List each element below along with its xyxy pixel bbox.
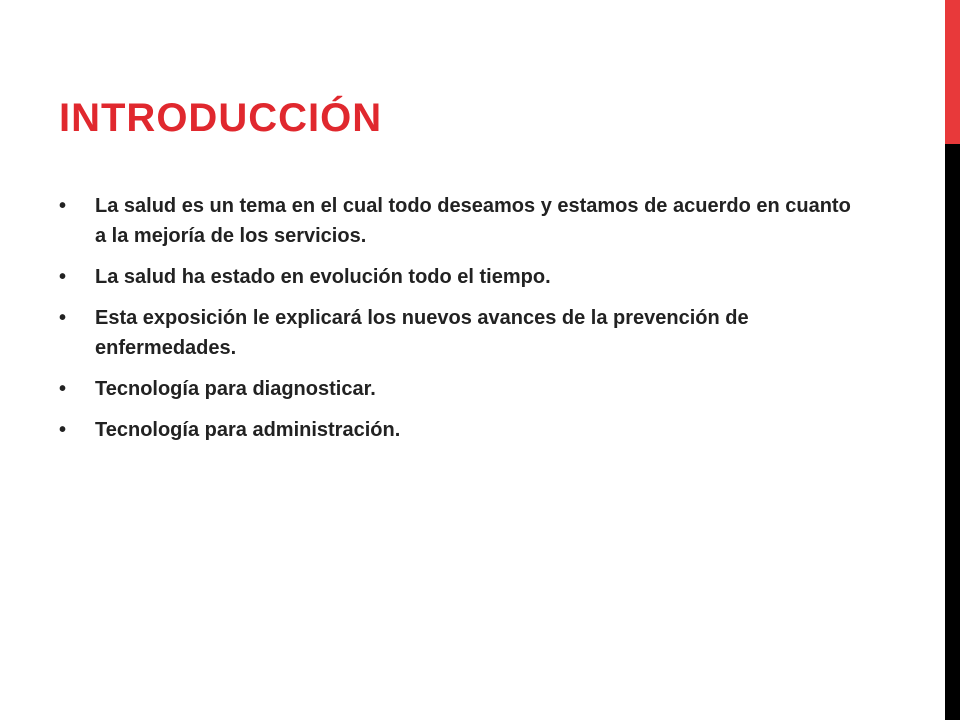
bullet-dot-icon: • [59, 419, 67, 441]
bullet-item [59, 262, 859, 292]
bullet-list [59, 191, 859, 456]
bullet-text: Tecnología para diagnosticar. [95, 378, 376, 400]
bullet-dot-icon: • [59, 266, 67, 288]
side-bar-black-segment [945, 144, 960, 720]
bullet-item [59, 191, 859, 251]
side-accent-bar [945, 0, 960, 720]
bullet-text: La salud ha estado en evolución todo el tiempo. [95, 266, 551, 288]
bullet-item [59, 303, 859, 363]
bullet-text: Tecnología para administración. [95, 419, 401, 441]
bullet-item [59, 415, 859, 445]
bullet-dot-icon: • [59, 378, 67, 400]
slide-title: INTRODUCCIÓN [59, 96, 383, 140]
bullet-dot-icon: • [59, 307, 67, 329]
side-bar-red-segment [945, 0, 960, 144]
bullet-text: Esta exposición le explicará los nuevos avances de la prevención de enfermedades. [95, 307, 749, 359]
bullet-dot-icon: • [59, 195, 67, 217]
bullet-text: La salud es un tema en el cual todo deseamos y estamos de acuerdo en cuanto a la mejoría de los servicios. [95, 195, 851, 247]
bullet-item [59, 374, 859, 404]
